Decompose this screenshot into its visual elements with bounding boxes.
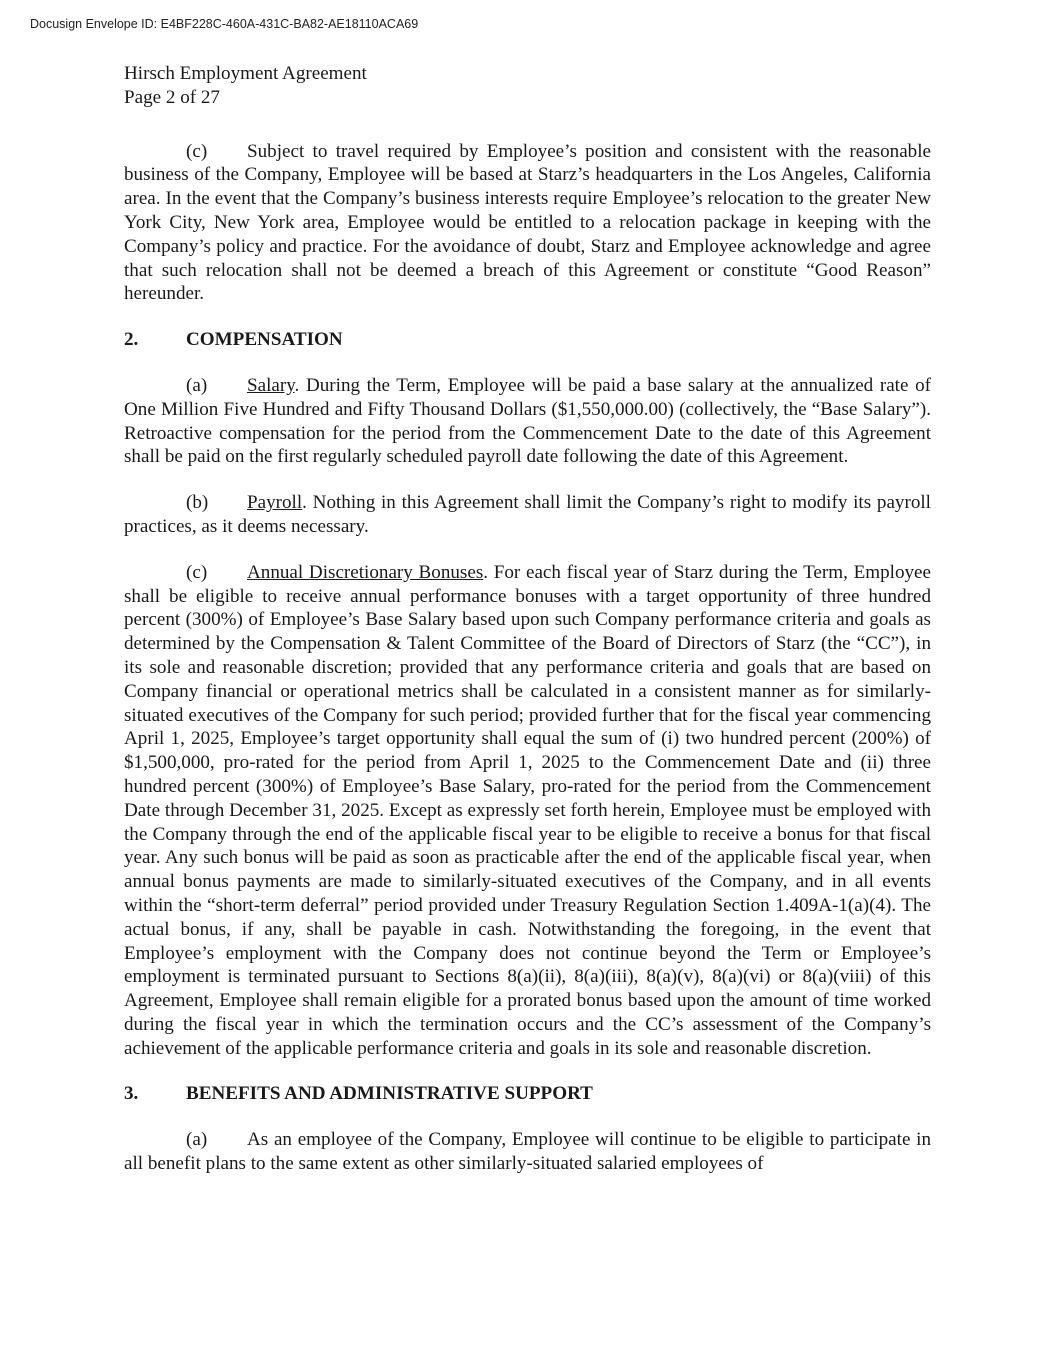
paragraph-text: Subject to travel required by Employee’s position and consistent with the reasonable business of the Company, Employee will be based at Starz’s headquarters in the Los Angeles, California area. In the event that the Company’s business interests require Employee’s relocation to the greater New York City, New York area, Employee would be entitled to a relocation package in keeping with the Company’s policy and practice. For the avoidance of doubt, Starz and Employee acknowledge and agree that such relocation shall not be deemed a breach of this Agreement or constitute “Good Reason” hereunder. — [124, 140, 931, 305]
paragraph-text: . Nothing in this Agreement shall limit the Company’s right to modify its payroll practices, as it deems necessary. — [124, 492, 931, 537]
paragraph-2c-bonuses — [124, 561, 931, 1061]
section-number: 3. — [124, 1083, 139, 1105]
paragraph-title: Annual Discretionary Bonuses — [247, 561, 484, 583]
paragraph-label: (b) — [186, 492, 209, 514]
section-title: COMPENSATION — [186, 329, 343, 351]
paragraph-label: (c) — [186, 140, 208, 162]
section-heading-compensation — [124, 328, 931, 352]
page-header — [124, 62, 931, 110]
document-page — [124, 62, 931, 1176]
paragraph-3a — [124, 1128, 931, 1176]
paragraph-title: Payroll — [247, 492, 303, 514]
page-number: Page 2 of 27 — [124, 86, 220, 108]
paragraph-text: As an employee of the Company, Employee will continue to be eligible to participate in all benefit plans to the same extent as other similarly-situated salaried employees of — [124, 1129, 931, 1175]
paragraph-2a-salary — [124, 374, 931, 469]
section-heading-benefits — [124, 1082, 931, 1106]
paragraph-label: (a) — [186, 374, 208, 396]
paragraph-label: (c) — [186, 561, 208, 583]
paragraph-2b-payroll — [124, 491, 931, 539]
paragraph-label: (a) — [186, 1129, 208, 1151]
document-title: Hirsch Employment Agreement — [124, 63, 367, 84]
paragraph-1c — [124, 140, 931, 307]
section-number: 2. — [124, 329, 139, 351]
paragraph-text: . During the Term, Employee will be paid a base salary at the annualized rate of One Million Five Hundred and Fifty Thousand Dollars ($1,550,000.00) (collectively, the “Base Salary”). Retroactive compensation for the period from the Commencement Date to the date of this Agreement shall be paid on the first regularly scheduled payroll date following the date of this Agreement. — [124, 374, 931, 468]
section-title: BENEFITS AND ADMINISTRATIVE SUPPORT — [186, 1083, 593, 1105]
paragraph-title: Salary — [247, 374, 295, 396]
docusign-envelope-id: Docusign Envelope ID: E4BF228C-460A-431C-BA82-AE18110ACA69 — [30, 17, 419, 31]
paragraph-text: . For each fiscal year of Starz during the Term, Employee shall be eligible to receive annual performance bonuses with a target opportunity of three hundred percent (300%) of Employee’s Base Salary based upon such Company performance criteria and goals as determined by the Compensation & Talent Committee of the Board of Directors of Starz (the “CC”), in its sole and reasonable discretion; provided that any performance criteria and goals that are based on Company financial or operational metrics shall be calculated in a consistent manner as for similarly-situated executives of the Company for such period; provided further that for the fiscal year commencing April 1, 2025, Employee’s target opportunity shall equal the sum of (i) two hundred percent (200%) of $1,500,000, pro-rated for the period from April 1, 2025 to the Commencement Date and (ii) three hundred percent (300%) of Employee’s Base Salary, pro-rated for the period from the Commencement Date through December 31, 2025. Except as expressly set forth herein, Employee must be employed with the Company through the end of the applicable fiscal year to be eligible to receive a bonus for that fiscal year. Any such bonus will be paid as soon as practicable after the end of the applicable fiscal year, when annual bonus payments are made to similarly-situated executives of the Company, and in all events within the “short-term deferral” period provided under Treasury Regulation Section 1.409A-1(a)(4). The actual bonus, if any, shall be payable in cash. Notwithstanding the foregoing, in the event that Employee’s employment with the Company does not continue beyond the Term or Employee’s employment is terminated pursuant to Sections 8(a)(ii), 8(a)(iii), 8(a)(v), 8(a)(vi) or 8(a)(viii) of this Agreement, Employee shall remain eligible for a prorated bonus based upon the amount of time worked during the fiscal year in which the termination occurs and the CC’s assessment of the Company’s achievement of the applicable performance criteria and goals in its sole and reasonable discretion. — [124, 561, 932, 1059]
